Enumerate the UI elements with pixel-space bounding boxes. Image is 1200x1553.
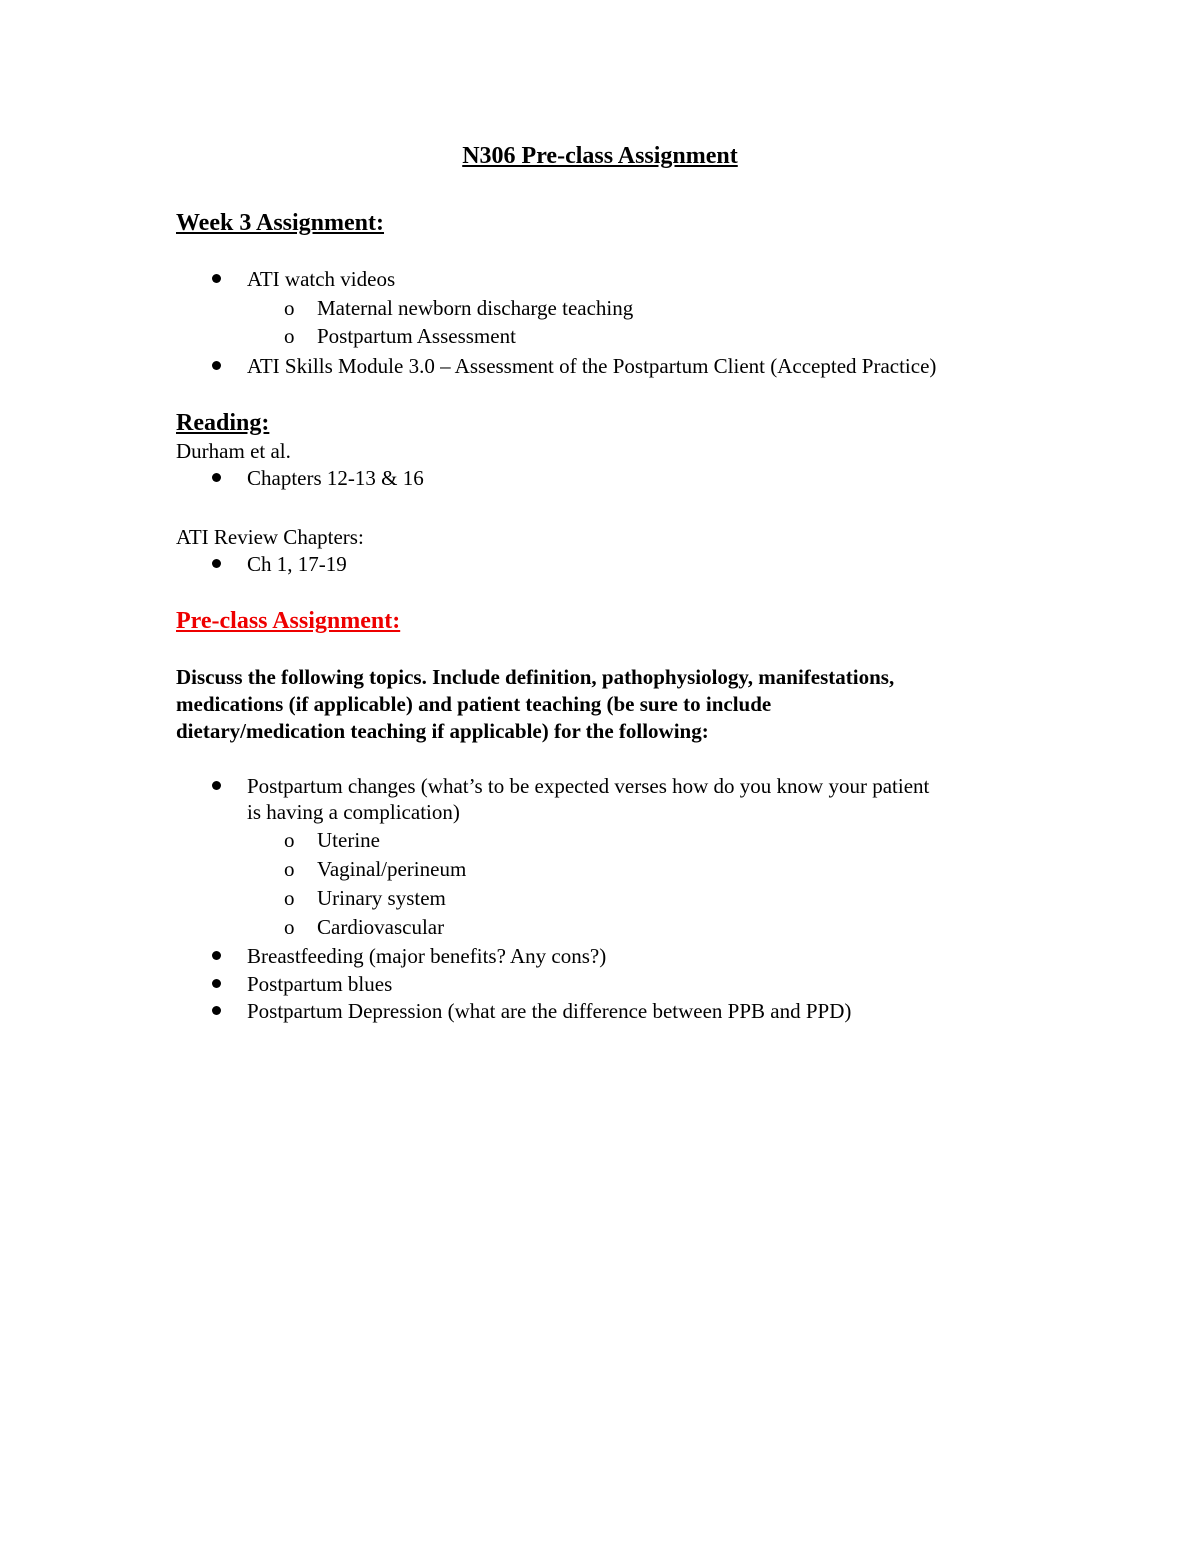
topic-subitem-cardiovascular: Cardiovascular: [317, 915, 445, 939]
week-item-videos: ATI watch videos: [247, 267, 396, 291]
sub-bullet-marker: o: [284, 915, 295, 939]
bullet-icon: [212, 781, 221, 790]
bullet-icon: [212, 1006, 221, 1015]
document-title: N306 Pre-class Assignment: [462, 143, 738, 169]
instructions-line-3: dietary/medication teaching if applicable) for the following:: [176, 719, 709, 743]
topic-postpartum-changes-cont: is having a complication): [247, 800, 460, 824]
topic-postpartum-changes: Postpartum changes (what’s to be expected verses how do you know your patient: [247, 774, 930, 798]
bullet-icon: [212, 473, 221, 482]
topic-postpartum-blues: Postpartum blues: [247, 972, 393, 996]
sub-bullet-marker: o: [284, 886, 295, 910]
ati-review-label: ATI Review Chapters:: [176, 525, 364, 549]
ati-review-chapters: Ch 1, 17-19: [247, 552, 347, 576]
bullet-icon: [212, 274, 221, 283]
bullet-icon: [212, 979, 221, 988]
reading-heading: Reading:: [176, 410, 270, 436]
sub-bullet-marker: o: [284, 828, 295, 852]
preclass-heading: Pre-class Assignment:: [176, 608, 401, 634]
topic-subitem-uterine: Uterine: [317, 828, 380, 852]
topic-subitem-urinary: Urinary system: [317, 886, 446, 910]
topic-breastfeeding: Breastfeeding (major benefits? Any cons?): [247, 944, 607, 968]
instructions-line-2: medications (if applicable) and patient teaching (be sure to include: [176, 692, 772, 716]
sub-bullet-marker: o: [284, 324, 295, 348]
sub-bullet-marker: o: [284, 857, 295, 881]
week-heading: Week 3 Assignment:: [176, 210, 385, 236]
week-item-skills-module: ATI Skills Module 3.0 – Assessment of the Postpartum Client (Accepted Practice): [247, 354, 937, 378]
topic-subitem-vaginal: Vaginal/perineum: [317, 857, 467, 881]
bullet-icon: [212, 951, 221, 960]
instructions-line-1: Discuss the following topics. Include definition, pathophysiology, manifestations,: [176, 665, 895, 689]
week-subitem-discharge: Maternal newborn discharge teaching: [317, 296, 634, 320]
sub-bullet-marker: o: [284, 296, 295, 320]
bullet-icon: [212, 361, 221, 370]
reading-author: Durham et al.: [176, 439, 291, 463]
topic-postpartum-depression: Postpartum Depression (what are the difference between PPB and PPD): [247, 999, 852, 1023]
reading-chapters: Chapters 12-13 & 16: [247, 466, 424, 490]
bullet-icon: [212, 559, 221, 568]
week-subitem-assessment: Postpartum Assessment: [317, 324, 516, 348]
